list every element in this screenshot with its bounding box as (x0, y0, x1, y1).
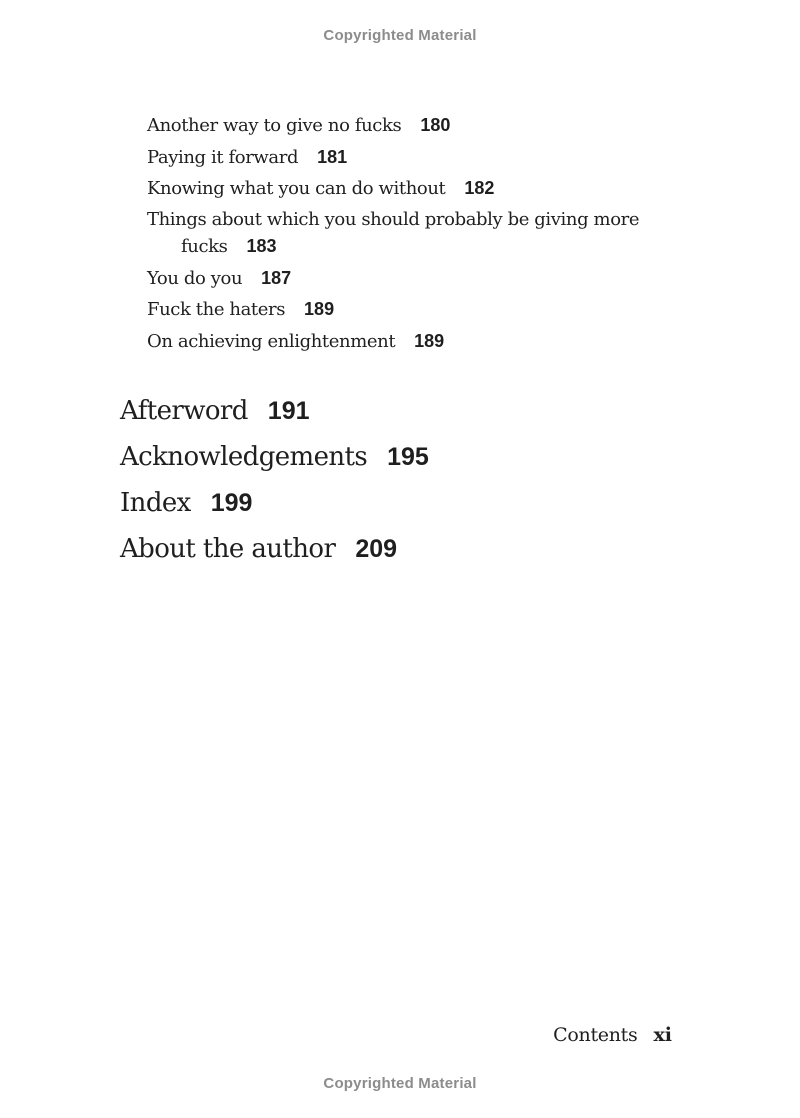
toc-page-number: 209 (355, 535, 398, 563)
toc-page-number: 195 (387, 443, 429, 471)
toc-entry-title: Fuck the haters (147, 299, 286, 321)
toc-entry-title: Index (120, 488, 191, 518)
toc-subsection-entry[interactable] (147, 296, 647, 323)
toc-entry-title: Things about which you should probably be giving more fucks (147, 209, 640, 258)
toc-entry-title: About the author (120, 534, 336, 564)
toc-entry-title: Knowing what you can do without (147, 178, 446, 200)
toc-page-number: 183 (246, 236, 277, 257)
toc-page-number: 199 (210, 489, 253, 517)
page-folio: xi (653, 1024, 672, 1046)
toc-subsection-entry[interactable] (147, 265, 647, 292)
toc-page-number: 187 (261, 267, 292, 288)
toc-entry-title: On achieving enlightenment (147, 331, 396, 353)
toc-entry-title: Paying it forward (147, 146, 299, 168)
toc-entry-title: Afterword (120, 396, 248, 426)
page-footer (553, 1024, 672, 1046)
toc-subsection-entry[interactable] (147, 112, 647, 139)
toc-subsection-entry[interactable] (147, 207, 647, 260)
copyright-watermark-top: Copyrighted Material (323, 27, 477, 44)
toc-subsection-entry[interactable] (147, 328, 647, 355)
toc-main-entry[interactable] (120, 484, 429, 530)
running-footer-label: Contents (553, 1024, 638, 1046)
toc-page-number: 181 (317, 146, 348, 167)
toc-page-number: 182 (464, 178, 495, 199)
toc-page-number: 191 (267, 397, 310, 425)
toc-main-entry[interactable] (120, 392, 429, 438)
toc-page-number: 189 (304, 299, 335, 320)
copyright-watermark-bottom: Copyrighted Material (323, 1075, 477, 1092)
toc-subsection-list (147, 112, 647, 360)
toc-main-section-list (120, 392, 429, 576)
toc-page-number: 180 (420, 115, 451, 135)
toc-entry-title: You do you (147, 267, 243, 289)
toc-entry-title: Another way to give no fucks (147, 115, 402, 136)
toc-main-entry[interactable] (120, 438, 429, 484)
toc-page-number: 189 (414, 331, 445, 352)
toc-main-entry[interactable] (120, 530, 429, 576)
toc-subsection-entry[interactable] (147, 175, 647, 202)
toc-entry-title: Acknowledgements (120, 442, 368, 472)
toc-subsection-entry[interactable] (147, 144, 647, 171)
